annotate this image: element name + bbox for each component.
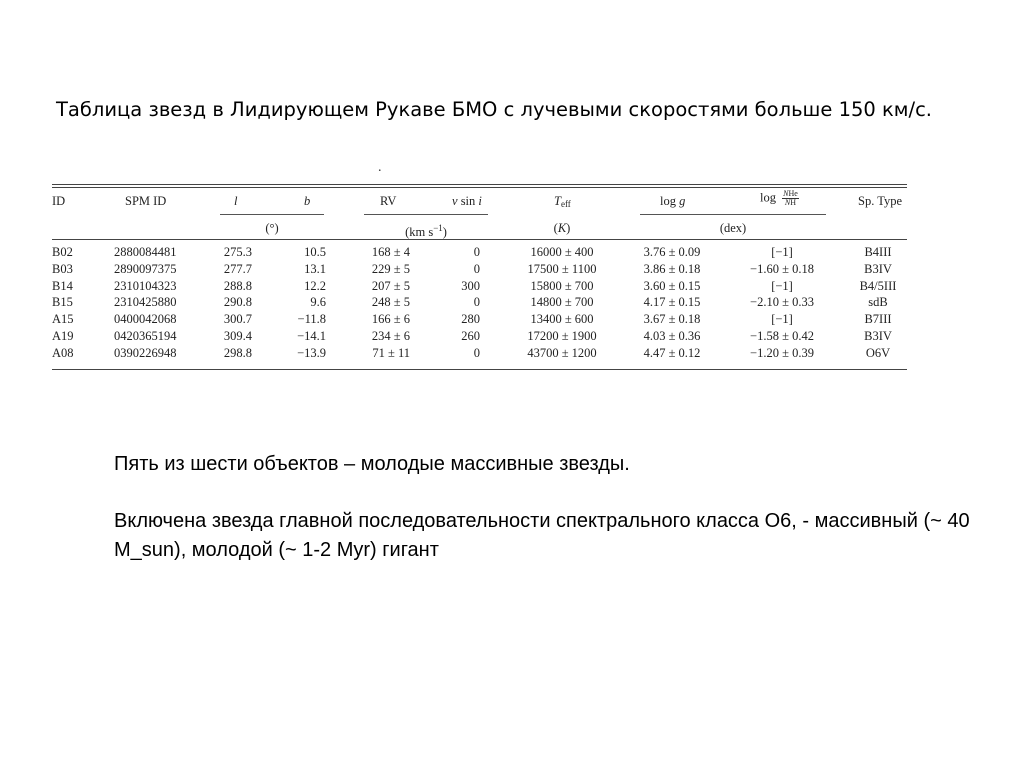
header-lognhe-num-n: N xyxy=(783,189,789,198)
header-bottom-rule xyxy=(52,239,907,240)
cell-rv: 207 ± 5 xyxy=(371,278,410,293)
header-l: l xyxy=(234,194,238,208)
cell-l: 290.8 xyxy=(223,295,252,310)
cell-id: B02 xyxy=(52,245,73,259)
cell-l: 300.7 xyxy=(223,312,252,327)
unit-kelvin-close: ) xyxy=(566,221,571,235)
slide-title: Таблица звезд в Лидирующем Рукаве БМО с лучевыми скоростями больше 150 км/с. xyxy=(56,98,932,121)
cell-id: A19 xyxy=(52,329,74,343)
cell-sp: B3IV xyxy=(864,329,892,343)
header-teff-t: T xyxy=(554,194,561,208)
cell-b: 10.5 xyxy=(304,245,326,259)
cell-logg: 3.67 ± 0.18 xyxy=(643,312,701,327)
group-line-gravity xyxy=(640,214,826,215)
cell-lognhe: [−1] xyxy=(771,278,793,293)
cell-teff: 15800 ± 700 xyxy=(530,278,594,293)
cell-lognhe: [−1] xyxy=(771,312,793,327)
note-o6-star: Включена звезда главной последовательности спектрального класса О6, - массивный (~ 40 M_sun), молодой (~ 1-2 Myr) гигант xyxy=(114,510,970,561)
cell-logg: 3.76 ± 0.09 xyxy=(643,245,701,259)
cell-spm: 2310104323 xyxy=(114,278,177,293)
cell-logg: 3.60 ± 0.15 xyxy=(643,278,701,293)
cell-b: −11.8 xyxy=(297,312,326,327)
cell-b: −13.9 xyxy=(297,345,326,360)
header-sp-type: Sp. Type xyxy=(858,194,903,208)
header-lognhe-log: log xyxy=(760,190,776,205)
header-lognhe-num-sub: He xyxy=(788,189,798,198)
cell-vsini: 0 xyxy=(473,295,480,310)
cell-sp: sdB xyxy=(868,295,888,310)
notes xyxy=(114,450,974,565)
header-lognhe-denominator xyxy=(782,199,799,207)
cell-sp: B4III xyxy=(864,245,892,259)
header-b: b xyxy=(304,194,311,208)
cell-id: B15 xyxy=(52,295,73,310)
cell-sp: B7III xyxy=(864,312,892,327)
header-lognhe-den-sub: H xyxy=(790,198,796,207)
header-logg xyxy=(660,194,685,208)
cell-rv: 248 ± 5 xyxy=(371,295,410,310)
cell-id: B14 xyxy=(52,278,73,293)
cell-spm: 2880084481 xyxy=(114,245,177,259)
unit-dex: (dex) xyxy=(719,221,747,235)
header-spm-id: SPM ID xyxy=(125,194,167,208)
cell-rv: 229 ± 5 xyxy=(371,261,410,276)
cell-vsini: 260 xyxy=(461,329,480,343)
cell-vsini: 0 xyxy=(473,345,480,360)
cell-id: B03 xyxy=(52,261,73,276)
cell-rv: 168 ± 4 xyxy=(371,245,410,259)
bottom-rule xyxy=(52,369,907,370)
cell-teff: 13400 ± 600 xyxy=(530,312,594,327)
cell-spm: 0390226948 xyxy=(114,345,177,360)
group-line-coords xyxy=(220,214,324,215)
cell-b: 13.1 xyxy=(304,261,326,276)
cell-vsini: 300 xyxy=(461,278,480,293)
header-id: ID xyxy=(52,194,66,208)
cell-teff: 43700 ± 1200 xyxy=(527,345,597,360)
unit-kelvin-k: K xyxy=(557,221,567,235)
header-teff-sub: eff xyxy=(560,199,571,209)
cell-logg: 4.17 ± 0.15 xyxy=(643,295,701,310)
cell-lognhe: −1.60 ± 0.18 xyxy=(750,261,814,276)
cell-b: 9.6 xyxy=(310,295,326,310)
header-vsini xyxy=(452,194,482,208)
cell-lognhe: [−1] xyxy=(771,245,793,259)
cell-rv: 71 ± 11 xyxy=(372,345,410,360)
header-teff xyxy=(554,194,571,211)
cell-logg: 4.47 ± 0.12 xyxy=(643,345,701,360)
cell-l: 288.8 xyxy=(223,278,252,293)
cell-logg: 4.03 ± 0.36 xyxy=(643,329,701,343)
unit-degrees: (°) xyxy=(265,221,279,235)
cell-rv: 234 ± 6 xyxy=(371,329,410,343)
header-vsini-sin: sin xyxy=(457,194,479,208)
cell-lognhe: −1.20 ± 0.39 xyxy=(750,345,814,360)
cell-sp: B3IV xyxy=(864,261,892,276)
cell-b: 12.2 xyxy=(304,278,326,293)
cell-l: 277.7 xyxy=(223,261,252,276)
header-lognhe xyxy=(760,190,799,207)
cell-b: −14.1 xyxy=(297,329,326,343)
cell-spm: 0420365194 xyxy=(114,329,177,343)
cell-logg: 3.86 ± 0.18 xyxy=(643,261,701,276)
top-rule xyxy=(52,184,907,185)
cell-id: A15 xyxy=(52,312,74,327)
unit-kelvin xyxy=(512,221,612,235)
header-lognhe-fraction xyxy=(782,190,799,207)
unit-kelvin-open: ( xyxy=(553,221,558,235)
header-logg-log: log xyxy=(660,194,680,208)
group-line-velocities xyxy=(364,214,488,215)
unit-kms-base: (km s xyxy=(405,225,434,239)
top-rule-double xyxy=(52,187,907,188)
cell-vsini: 0 xyxy=(473,261,480,276)
cell-spm: 2890097375 xyxy=(114,261,177,276)
header-logg-g: g xyxy=(679,194,686,208)
cell-vsini: 280 xyxy=(461,312,480,327)
header-rv: RV xyxy=(380,194,397,208)
cell-id: A08 xyxy=(52,345,74,360)
unit-kms-sup: −1 xyxy=(433,223,443,233)
cell-vsini: 0 xyxy=(473,245,480,259)
cell-lognhe: −2.10 ± 0.33 xyxy=(750,295,814,310)
cell-l: 275.3 xyxy=(223,245,252,259)
cell-l: 309.4 xyxy=(223,329,252,343)
unit-kms xyxy=(364,221,488,239)
cell-l: 298.8 xyxy=(223,345,252,360)
cell-teff: 14800 ± 700 xyxy=(530,295,594,310)
header-vsini-i: i xyxy=(478,194,482,208)
cell-lognhe: −1.58 ± 0.42 xyxy=(750,329,814,343)
cell-teff: 17200 ± 1900 xyxy=(527,329,597,343)
cell-sp: O6V xyxy=(865,345,891,360)
stray-dot: . xyxy=(378,160,382,175)
cell-rv: 166 ± 6 xyxy=(371,312,410,327)
cell-spm: 2310425880 xyxy=(114,295,177,310)
note-young-massive: Пять из шести объектов – молодые массивные звезды. xyxy=(114,453,630,475)
cell-teff: 16000 ± 400 xyxy=(530,245,594,259)
cell-spm: 0400042068 xyxy=(114,312,177,327)
unit-kms-close: ) xyxy=(442,225,447,239)
cell-sp: B4/5III xyxy=(859,278,897,293)
cell-teff: 17500 ± 1100 xyxy=(527,261,597,276)
header-vsini-v: v xyxy=(452,194,458,208)
header-lognhe-den-n: N xyxy=(784,198,791,207)
